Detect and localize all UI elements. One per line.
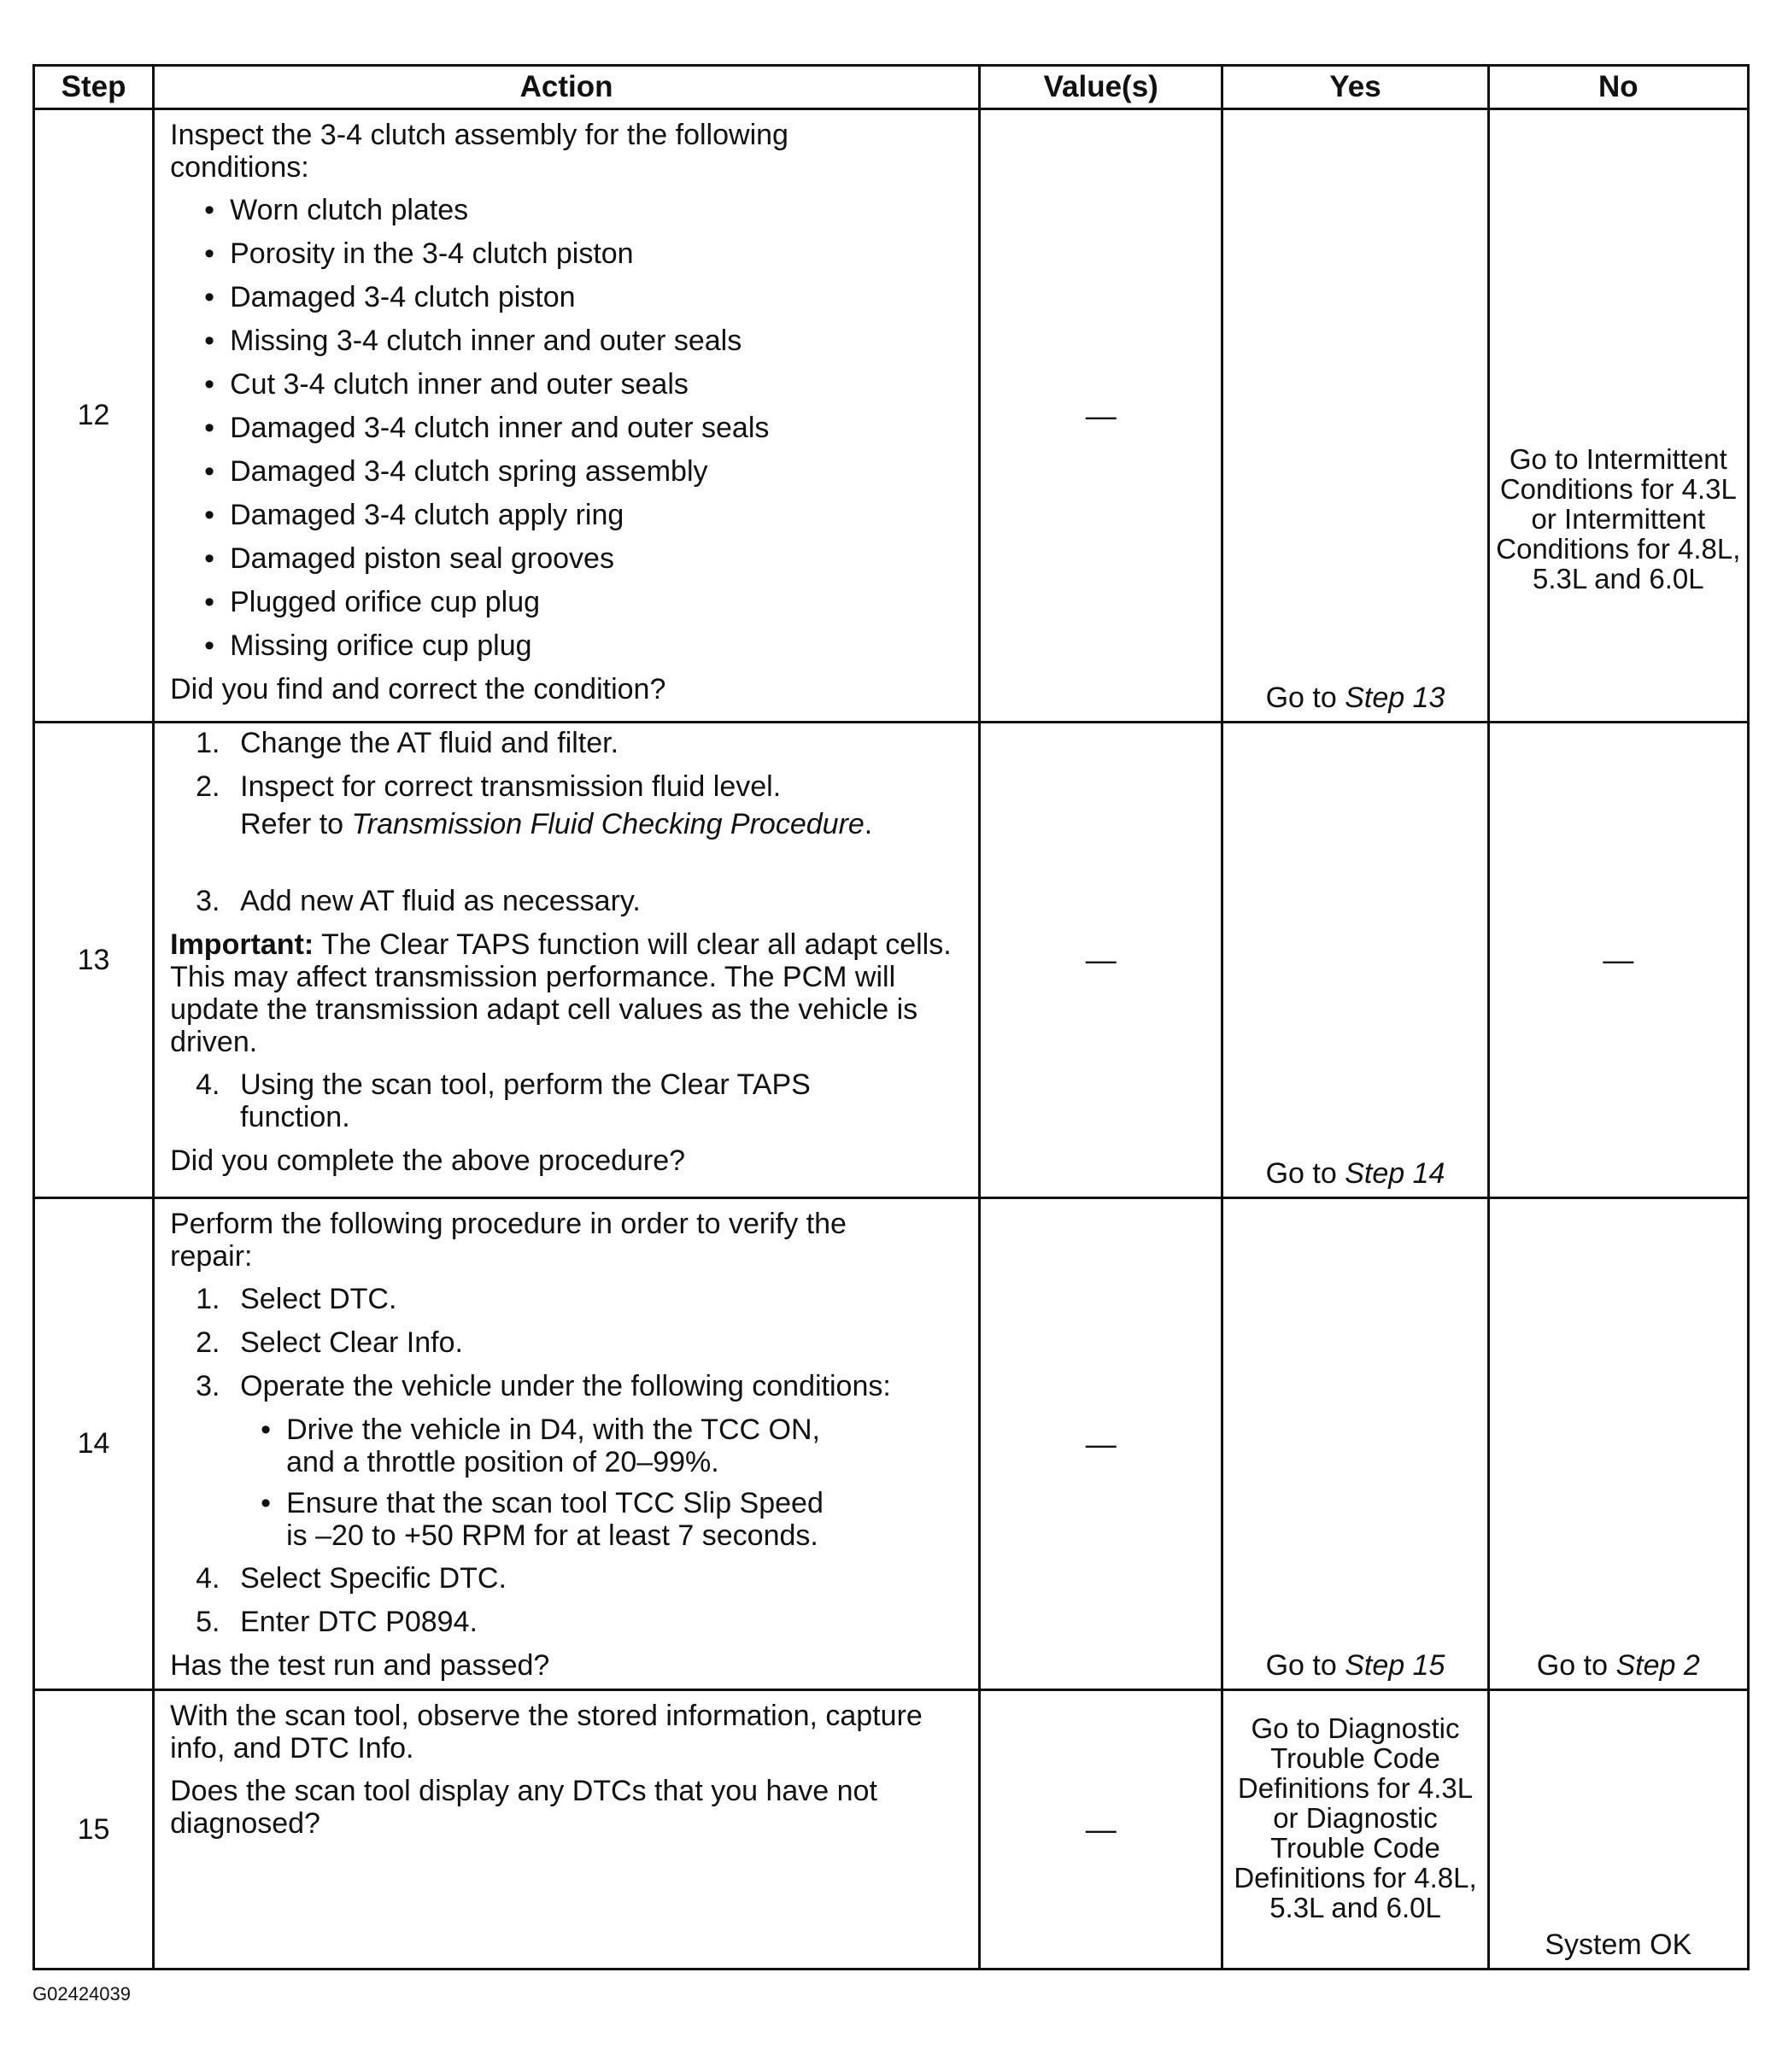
list-item: • Damaged 3-4 clutch inner and outer seals	[170, 412, 966, 444]
action-cell	[154, 109, 980, 723]
procedure-list	[170, 1068, 966, 1133]
list-item: 2. Select Clear Info.	[196, 1326, 463, 1359]
step-number: 12	[34, 109, 154, 723]
no-result: Go to Intermittent Conditions for 4.3L or Intermittent Conditions for 4.8L, 5.3L and 6.0L	[1496, 443, 1741, 594]
yes-result: Go to Diagnostic Trouble Code Definitions for 4.3L or Diagnostic Trouble Code Definitions for 4.8L, 5.3L and 6.0L	[1234, 1712, 1477, 1923]
list-item: • Porosity in the 3-4 clutch piston	[170, 237, 966, 270]
figure-id: G02424039	[32, 1983, 131, 2005]
list-item: • Missing 3-4 clutch inner and outer seals	[170, 325, 966, 357]
condition-sublist	[170, 1414, 966, 1552]
refer-line: Refer to Transmission Fluid Checking Procedure.	[240, 808, 873, 840]
value-cell: —	[980, 109, 1222, 723]
action-question: Has the test run and passed?	[170, 1649, 550, 1682]
list-item: 2. Inspect for correct transmission fluid level.	[196, 770, 782, 803]
diagnostic-table	[32, 64, 1750, 1970]
step-link[interactable]: Step 15	[1345, 1649, 1445, 1682]
yes-cell	[1222, 1198, 1488, 1690]
action-question: Does the scan tool display any DTCs that you have not diagnosed?	[170, 1775, 877, 1840]
procedure-list	[170, 1283, 966, 1402]
list-item: 4. Using the scan tool, perform the Clear TAPS function.	[196, 1068, 811, 1133]
procedure-list	[170, 727, 966, 803]
no-result: System OK	[1545, 1929, 1692, 1961]
header-row	[34, 66, 1749, 109]
step-link[interactable]: Step 13	[1345, 682, 1445, 714]
yes-cell	[1222, 723, 1488, 1198]
header-values: Value(s)	[980, 66, 1222, 109]
list-item: 3. Operate the vehicle under the following conditions:	[196, 1370, 891, 1402]
step-number: 15	[34, 1690, 154, 1970]
value-cell: —	[980, 1690, 1222, 1970]
list-item: 5. Enter DTC P0894.	[196, 1606, 478, 1638]
list-item: • Plugged orifice cup plug	[170, 586, 966, 618]
no-cell	[1488, 109, 1748, 723]
action-question: Did you find and correct the condition?	[170, 673, 666, 705]
header-yes: Yes	[1222, 66, 1488, 109]
value-cell: —	[980, 1198, 1222, 1690]
table-row-step-12	[34, 109, 1749, 723]
list-item: • Damaged piston seal grooves	[170, 542, 966, 575]
action-cell	[154, 1690, 980, 1970]
action-intro: With the scan tool, observe the stored information, capture info, and DTC Info.	[170, 1700, 923, 1765]
yes-result	[1223, 682, 1486, 714]
important-note: Important: The Clear TAPS function will clear all adapt cells. This may affect transmission performance. The PCM will update the transmission adapt cell values as the vehicle is driven.	[170, 928, 952, 1058]
list-item: 1. Select DTC.	[196, 1283, 397, 1315]
procedure-list	[170, 885, 966, 917]
step-number: 14	[34, 1198, 154, 1690]
list-item: 4. Select Specific DTC.	[196, 1562, 507, 1595]
step-link[interactable]: Step 14	[1345, 1157, 1445, 1190]
no-cell	[1488, 1690, 1748, 1970]
action-question: Did you complete the above procedure?	[170, 1144, 686, 1177]
table-row-step-14	[34, 1198, 1749, 1690]
list-item: 3. Add new AT fluid as necessary.	[196, 885, 641, 917]
list-item: • Cut 3-4 clutch inner and outer seals	[170, 368, 966, 401]
step-number: 13	[34, 723, 154, 1198]
yes-result: Go to Step 14	[1265, 1157, 1445, 1190]
table-row-step-13	[34, 723, 1749, 1198]
list-item: • Damaged 3-4 clutch piston	[170, 281, 966, 313]
header-action: Action	[154, 66, 980, 109]
list-item: • Ensure that the scan tool TCC Slip Speed is –20 to +50 RPM for at least 7 seconds.	[170, 1487, 833, 1552]
no-cell	[1488, 1198, 1748, 1690]
list-item: • Missing orifice cup plug	[170, 629, 966, 662]
step-link[interactable]: Step 2	[1615, 1649, 1700, 1682]
no-result: Go to Step 2	[1536, 1649, 1700, 1682]
procedure-list	[170, 1562, 966, 1638]
action-intro: Perform the following procedure in order to verify the repair:	[170, 1208, 847, 1273]
header-step: Step	[34, 66, 154, 109]
no-cell: —	[1488, 723, 1748, 1198]
yes-cell	[1222, 1690, 1488, 1970]
action-cell	[154, 1198, 980, 1690]
yes-result: Go to Step 15	[1265, 1649, 1445, 1682]
list-item: 1. Change the AT fluid and filter.	[196, 727, 619, 759]
action-cell	[154, 723, 980, 1198]
yes-cell	[1222, 109, 1488, 723]
value-cell: —	[980, 723, 1222, 1198]
list-item: • Damaged 3-4 clutch spring assembly	[170, 455, 966, 488]
procedure-link[interactable]: Transmission Fluid Checking Procedure	[351, 808, 865, 840]
list-item: • Worn clutch plates	[170, 194, 966, 226]
list-item: • Damaged 3-4 clutch apply ring	[170, 499, 966, 531]
yes-prefix: Go to	[1265, 682, 1345, 714]
action-intro: Inspect the 3-4 clutch assembly for the following conditions:	[170, 119, 788, 184]
list-item: • Drive the vehicle in D4, with the TCC ON, and a throttle position of 20–99%.	[170, 1414, 833, 1478]
table-row-step-15	[34, 1690, 1749, 1970]
condition-list	[170, 194, 966, 662]
header-no: No	[1488, 66, 1748, 109]
